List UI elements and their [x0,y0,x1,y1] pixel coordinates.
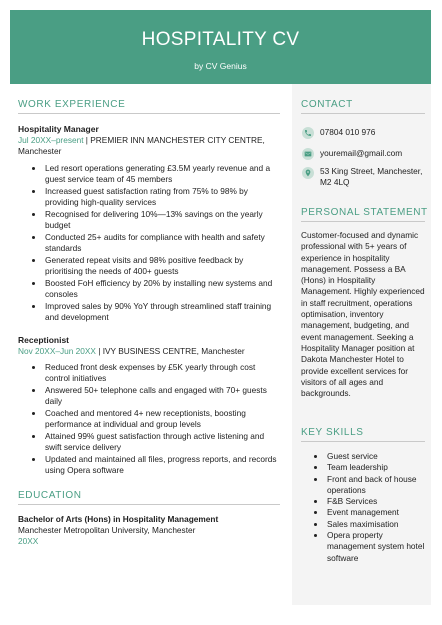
contact-divider [301,113,425,114]
list-item: Event management [301,507,426,518]
key-skills-list [301,451,426,564]
email-icon [302,148,314,160]
job-location: Manchester [18,146,62,156]
list-item: Sales maximisation [301,519,426,530]
education-heading: EDUCATION [18,490,82,501]
list-item: Recognised for delivering 10%—13% savings on the yearly budget [18,209,280,231]
list-item: F&B Services [301,496,426,507]
cv-subtitle: by CV Genius [194,61,247,71]
education-year: 20XX [18,536,39,546]
job-date: Nov 20XX–Jun 20XX [18,346,96,356]
key-skills-heading: KEY SKILLS [301,427,364,438]
work-experience-heading: WORK EXPERIENCE [18,99,126,110]
list-item: Answered 50+ telephone calls and engaged with 70+ guests daily [18,385,280,407]
key-skills-divider [301,441,425,442]
cv-title: HOSPITALITY CV [141,29,300,50]
education-entry [18,514,218,547]
contact-phone-text: 07804 010 976 [320,127,376,137]
job-title: Hospitality Manager [18,124,99,134]
job-meta [18,346,280,357]
list-item: Reduced front desk expenses by £5K yearly through cost control initiatives [18,362,280,384]
list-item: Improved sales by 90% YoY through streamlined staff training and development [18,301,280,323]
phone-icon [302,127,314,139]
job-bullets [18,163,280,324]
list-item: Boosted FoH efficiency by 20% by installing new systems and consoles [18,278,280,300]
job-employer: | IVY BUSINESS CENTRE, Manchester [95,346,245,356]
personal-statement-text: Customer-focused and dynamic professional with 5+ years of experience in hospitality management. Possess a BA (Hons) in Hospitality Management. Highly experienced in staff recruitment, operations optimisation, inventory management, budgeting, and event management. Seeking a Hospitality Manager position at Dakota Manchester Hotel to provide excellent services for visitors of all ages and backgrounds. [301,230,425,399]
list-item: Updated and maintained all files, progress reports, and records using Opera software [18,454,280,476]
job-bullets [18,362,280,477]
contact-email [302,148,427,160]
personal-statement-divider [301,221,425,222]
job-date: Jul 20XX–present [18,135,84,145]
education-divider [18,504,280,505]
contact-heading: CONTACT [301,99,353,110]
job-title: Receptionist [18,335,70,345]
list-item: Conducted 25+ audits for compliance with health and safety standards [18,232,280,254]
list-item: Front and back of house operations [301,474,426,497]
list-item: Opera property management system hotel software [301,530,426,564]
list-item: Led resort operations generating £3.5M yearly revenue and a guest service team of 45 members [18,163,280,185]
location-icon [302,167,314,179]
contact-address-text: 53 King Street, Manchester, M2 4LQ [320,166,423,187]
job-employer: | PREMIER INN MANCHESTER CITY CENTRE, [83,135,265,145]
contact-phone [302,127,427,139]
list-item: Team leadership [301,462,426,473]
list-item: Increased guest satisfaction rating from 75% to 98% by providing high-quality services [18,186,280,208]
education-degree: Bachelor of Arts (Hons) in Hospitality Management [18,514,219,524]
list-item: Generated repeat visits and 98% positive feedback by prioritising the needs of 400+ guests [18,255,280,277]
cv-header [10,10,431,84]
contact-email-text: youremail@gmail.com [320,148,403,158]
list-item: Attained 99% guest satisfaction through active listening and swift service delivery [18,431,280,453]
list-item: Coached and mentored 4+ new receptionists, boosting performance at individual and group levels [18,408,280,430]
education-school: Manchester Metropolitan University, Manchester [18,525,196,535]
list-item: Guest service [301,451,426,462]
personal-statement-heading: PERSONAL STATEMENT [301,207,428,218]
work-experience-divider [18,113,280,114]
contact-address [302,166,427,188]
job-meta [18,135,280,157]
